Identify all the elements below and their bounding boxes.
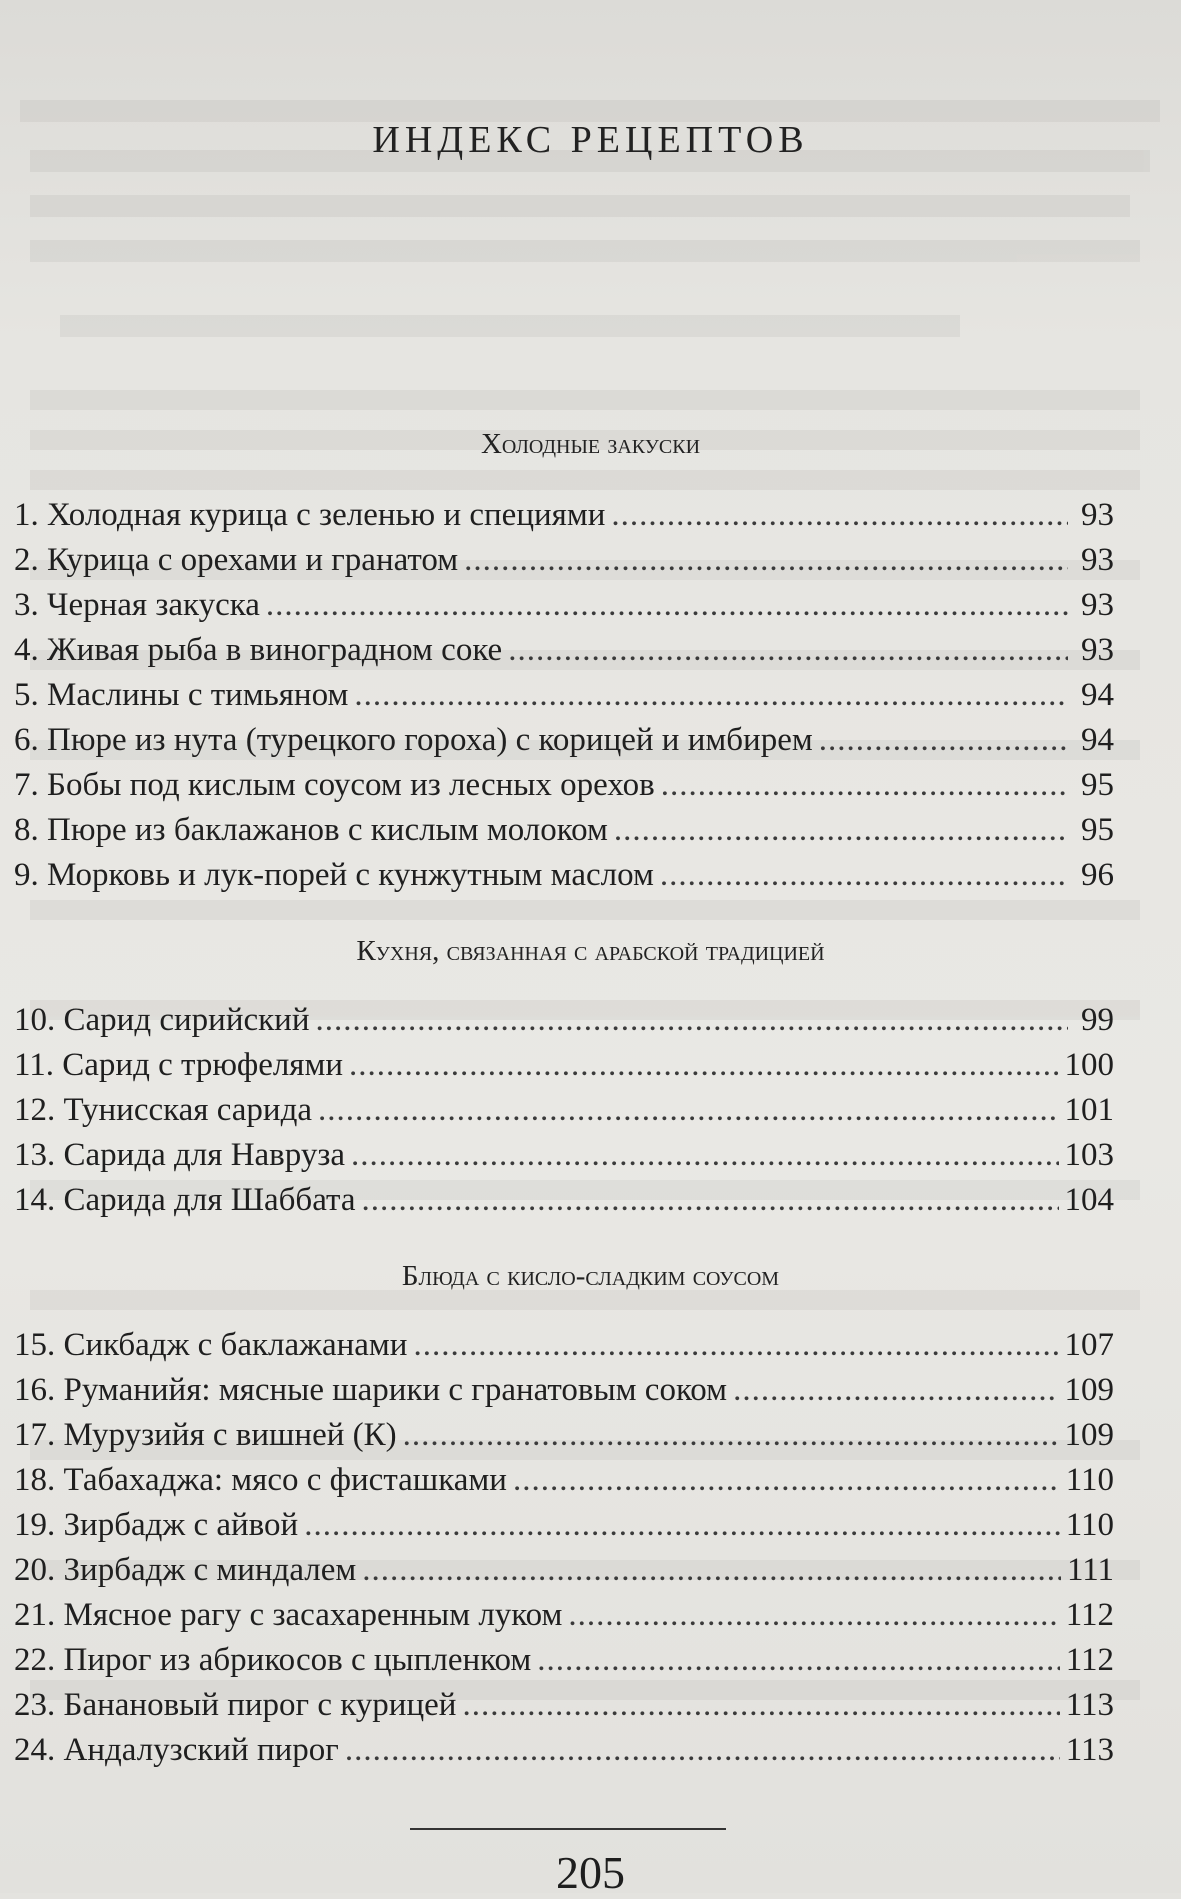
- recipe-entry: [14, 808, 1114, 852]
- recipe-title: 23. Банановый пирог с курицей: [14, 1687, 457, 1723]
- page-title: ИНДЕКС РЕЦЕПТОВ: [372, 119, 809, 161]
- recipe-title: 15. Сикбадж с баклажанами: [14, 1327, 408, 1363]
- recipe-entry: [14, 583, 1114, 627]
- dot-leader: [354, 673, 1068, 717]
- recipe-entry: [14, 1593, 1114, 1637]
- dot-leader: [361, 1178, 1058, 1222]
- recipe-entry: [14, 1133, 1114, 1177]
- dot-leader: [611, 493, 1068, 537]
- recipe-page-number: 104: [1064, 1182, 1114, 1218]
- dot-leader: [266, 583, 1068, 627]
- recipe-page-number: 94: [1081, 722, 1114, 758]
- recipe-page-number: 95: [1081, 812, 1114, 848]
- recipe-entry: [14, 673, 1114, 717]
- recipe-entry: [14, 1043, 1114, 1087]
- page-number: 205: [556, 1847, 625, 1898]
- recipe-page-number: 96: [1081, 857, 1114, 893]
- recipe-title: 2. Курица с орехами и гранатом: [14, 542, 459, 578]
- recipe-entry: [14, 493, 1114, 537]
- recipe-page-number: 113: [1065, 1687, 1114, 1723]
- dot-leader: [819, 718, 1068, 762]
- recipe-title: 3. Черная закуска: [14, 587, 260, 623]
- recipe-entry: [14, 538, 1114, 582]
- recipe-entry: [14, 1548, 1114, 1592]
- recipe-page-number: 103: [1064, 1137, 1114, 1173]
- recipe-page-number: 93: [1081, 497, 1114, 533]
- dot-leader: [349, 1043, 1058, 1087]
- recipe-title: 10. Сарид сирийский: [14, 1002, 310, 1038]
- recipe-title: 14. Сарида для Шаббата: [14, 1182, 356, 1218]
- recipe-page-number: 100: [1064, 1047, 1114, 1083]
- recipe-title: 6. Пюре из нута (турецкого гороха) с корицей и имбирем: [14, 722, 813, 758]
- recipe-page-number: 113: [1065, 1732, 1114, 1768]
- dot-leader: [508, 628, 1068, 672]
- recipe-page-number: 93: [1081, 542, 1114, 578]
- dot-leader: [362, 1548, 1061, 1592]
- recipe-entry: [14, 1683, 1114, 1727]
- section-heading-arabic-cuisine: Кухня, связанная с арабской традицией: [356, 935, 825, 967]
- recipe-title: 12. Тунисская сарида: [14, 1092, 313, 1128]
- recipe-page-number: 110: [1065, 1462, 1114, 1498]
- footer-rule: [410, 1828, 726, 1830]
- recipe-page-number: 93: [1081, 632, 1114, 668]
- dot-leader: [537, 1638, 1059, 1682]
- recipe-page-number: 110: [1065, 1507, 1114, 1543]
- recipe-entry: [14, 1503, 1114, 1547]
- dot-leader: [660, 853, 1068, 897]
- section-heading-sweet-sour: Блюда с кисло-сладким соусом: [401, 1260, 780, 1292]
- recipe-title: 9. Морковь и лук-порей с кунжутным маслом: [14, 857, 654, 893]
- recipe-title: 13. Сарида для Навруза: [14, 1137, 345, 1173]
- dot-leader: [733, 1368, 1058, 1412]
- recipe-title: 24. Андалузский пирог: [14, 1732, 339, 1768]
- dot-leader: [318, 1088, 1058, 1132]
- dot-leader: [464, 538, 1068, 582]
- dot-leader: [568, 1593, 1059, 1637]
- dot-leader: [513, 1458, 1060, 1502]
- recipe-title: 5. Маслины с тимьяном: [14, 677, 349, 713]
- recipe-title: 20. Зирбадж с миндалем: [14, 1552, 357, 1588]
- recipe-title: 19. Зирбадж с айвой: [14, 1507, 299, 1543]
- dot-leader: [661, 763, 1068, 807]
- recipe-page-number: 94: [1081, 677, 1114, 713]
- recipe-entry: [14, 1728, 1114, 1772]
- recipe-page-number: 93: [1081, 587, 1114, 623]
- recipe-entry: [14, 1323, 1114, 1367]
- recipe-entry: [14, 628, 1114, 672]
- recipe-page-number: 109: [1064, 1372, 1114, 1408]
- recipe-title: 4. Живая рыба в виноградном соке: [14, 632, 503, 668]
- recipe-entry: [14, 718, 1114, 762]
- recipe-page-number: 99: [1081, 1002, 1114, 1038]
- recipe-title: 16. Руманийя: мясные шарики с гранатовым соком: [14, 1372, 728, 1408]
- recipe-page-number: 109: [1064, 1417, 1114, 1453]
- dot-leader: [304, 1503, 1060, 1547]
- recipe-page-number: 95: [1081, 767, 1114, 803]
- recipe-title: 8. Пюре из баклажанов с кислым молоком: [14, 812, 608, 848]
- recipe-title: 11. Сарид с трюфелями: [14, 1047, 344, 1083]
- recipe-entry: [14, 1178, 1114, 1222]
- recipe-title: 18. Табахаджа: мясо с фисташками: [14, 1462, 507, 1498]
- recipe-title: 1. Холодная курица с зеленью и специями: [14, 497, 606, 533]
- recipe-page-number: 111: [1066, 1552, 1114, 1588]
- recipe-page-number: 112: [1065, 1642, 1114, 1678]
- recipe-entry: [14, 853, 1114, 897]
- recipe-title: 22. Пирог из абрикосов с цыпленком: [14, 1642, 532, 1678]
- recipe-title: 17. Мурузийя с вишней (К): [14, 1417, 397, 1453]
- recipe-entry: [14, 1368, 1114, 1412]
- recipe-entry: [14, 998, 1114, 1042]
- dot-leader: [462, 1683, 1059, 1727]
- dot-leader: [413, 1323, 1058, 1367]
- section-heading-cold-appetizers: Холодные закуски: [480, 428, 701, 460]
- recipe-page-number: 112: [1065, 1597, 1114, 1633]
- dot-leader: [403, 1413, 1059, 1457]
- recipe-entry: [14, 1413, 1114, 1457]
- dot-leader: [345, 1728, 1060, 1772]
- recipe-entry: [14, 1088, 1114, 1132]
- recipe-title: 7. Бобы под кислым соусом из лесных орехов: [14, 767, 655, 803]
- dot-leader: [614, 808, 1068, 852]
- dot-leader: [351, 1133, 1059, 1177]
- recipe-entry: [14, 1458, 1114, 1502]
- recipe-page-number: 101: [1064, 1092, 1114, 1128]
- recipe-title: 21. Мясное рагу с засахаренным луком: [14, 1597, 563, 1633]
- recipe-entry: [14, 763, 1114, 807]
- recipe-entry: [14, 1638, 1114, 1682]
- dot-leader: [316, 998, 1069, 1042]
- recipe-page-number: 107: [1064, 1327, 1114, 1363]
